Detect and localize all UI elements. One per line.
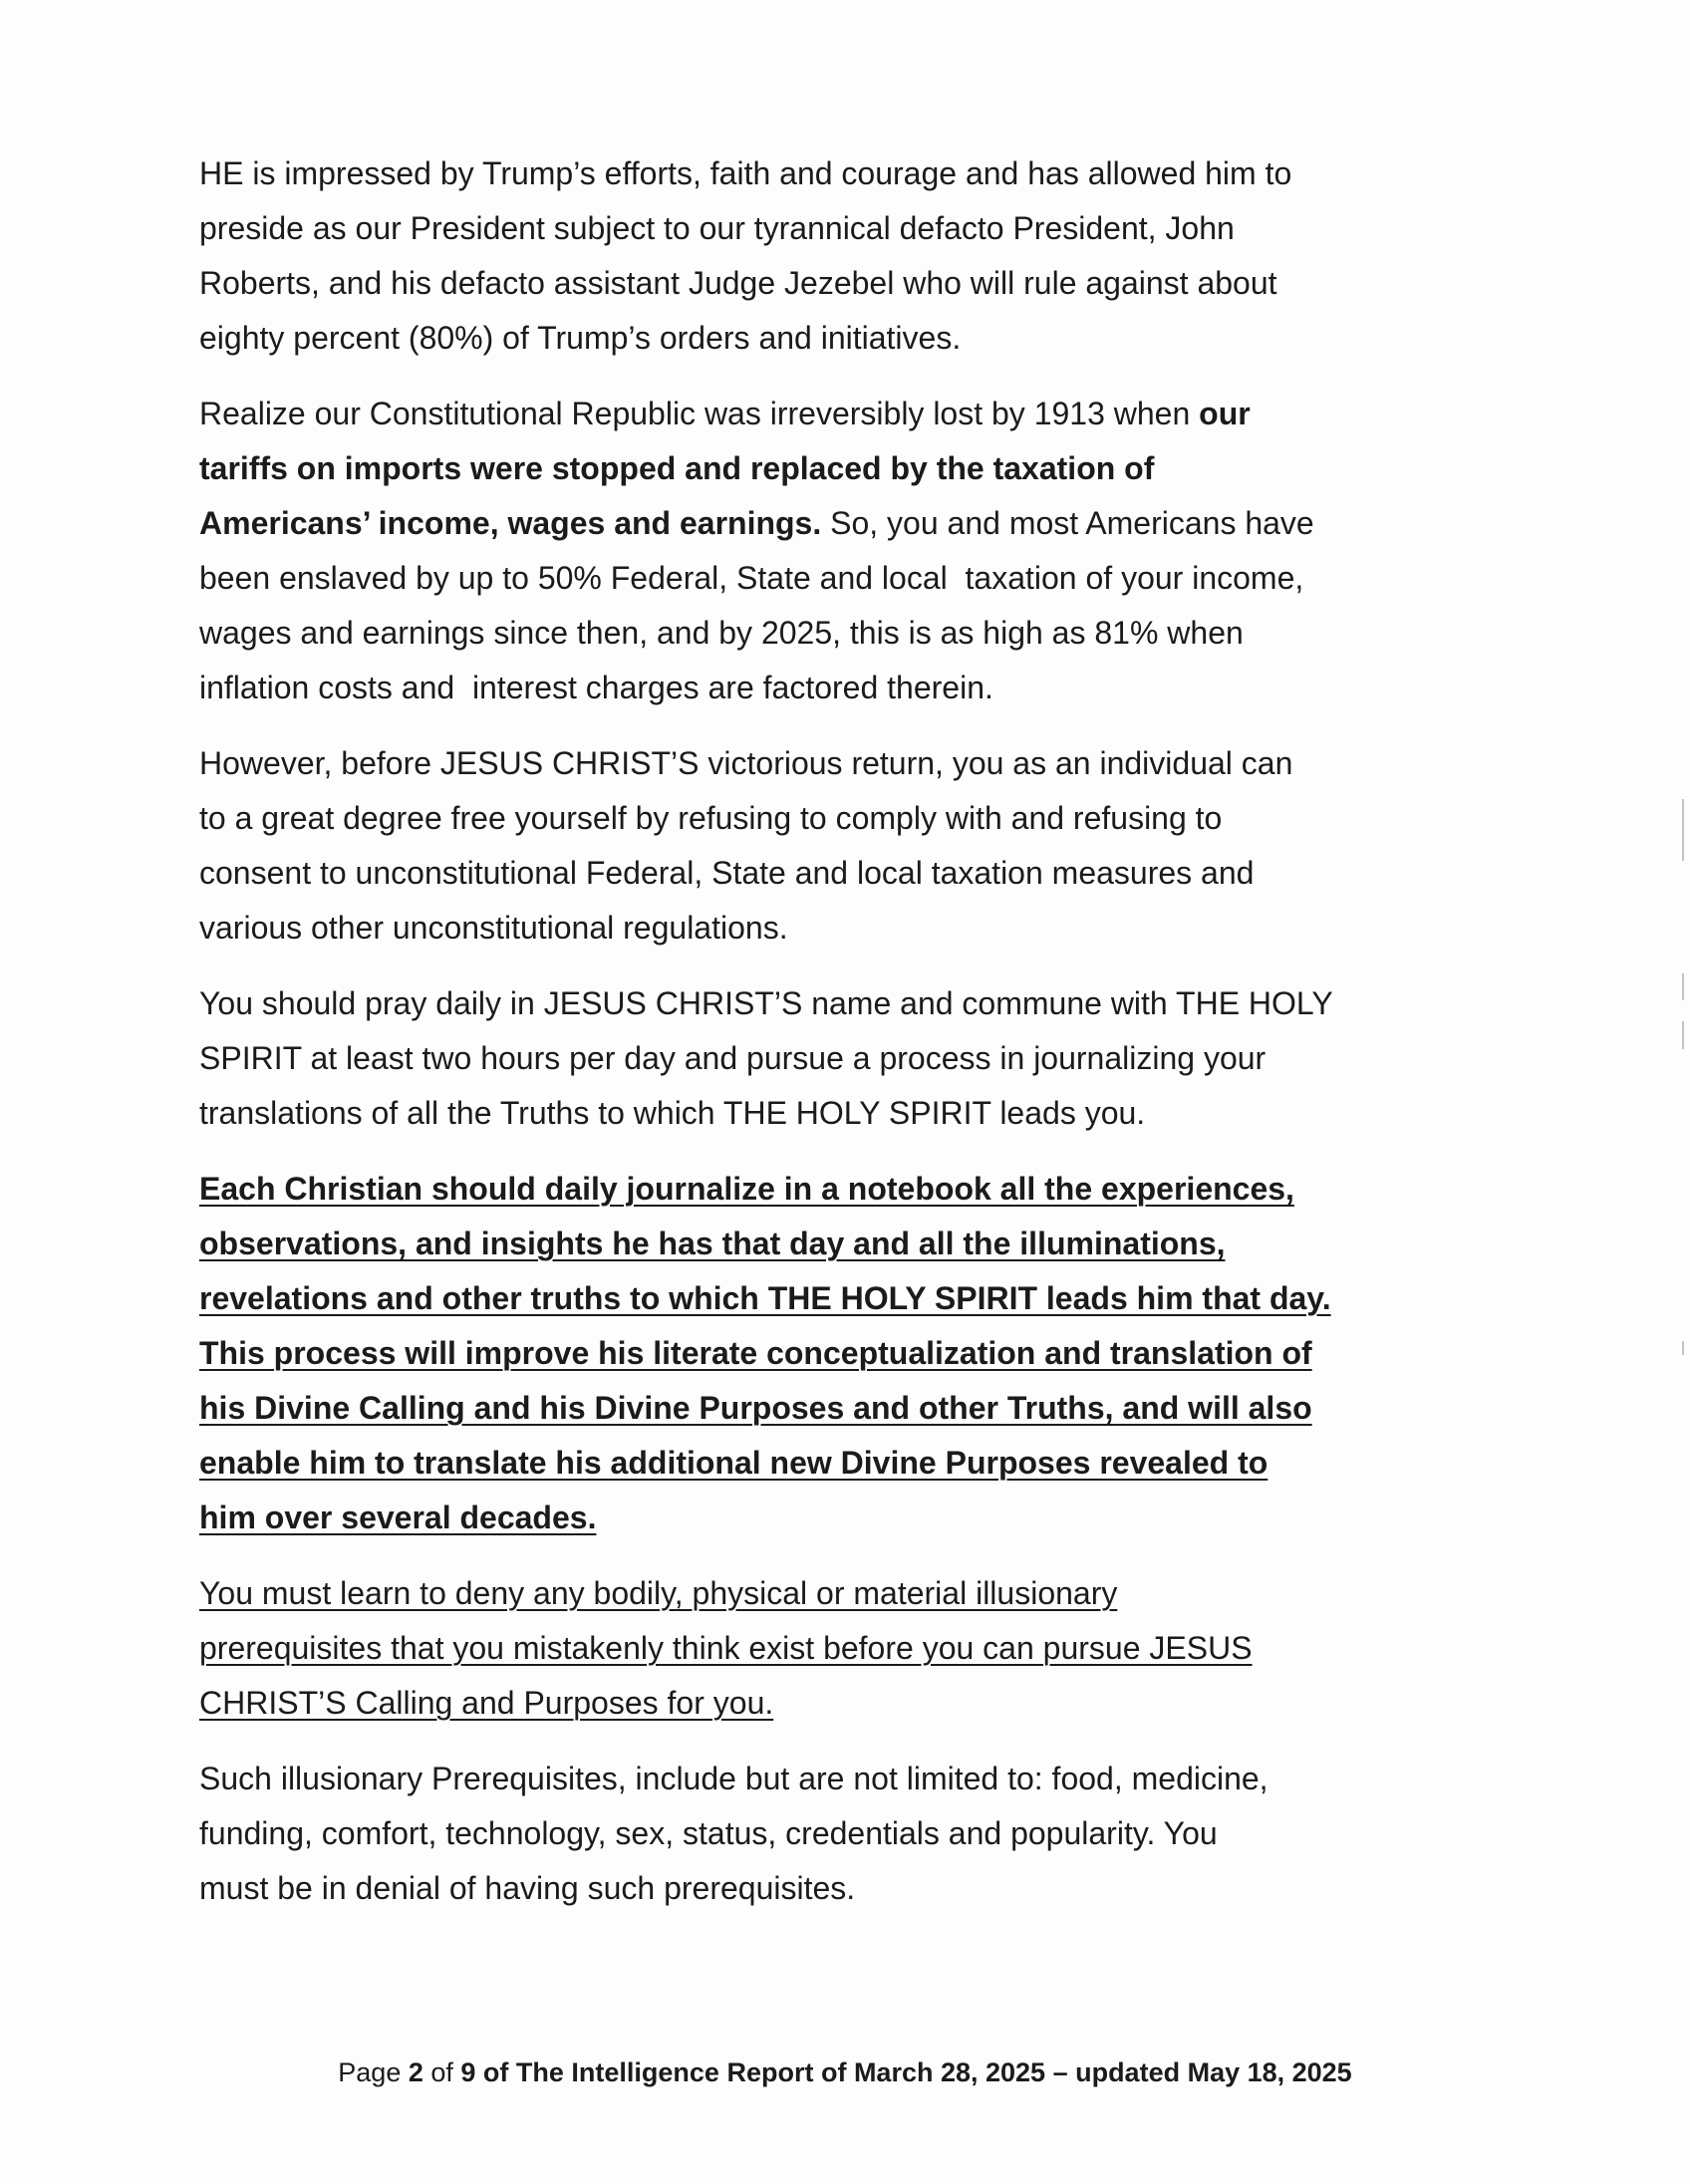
text-segment: Realize our Constitutional Republic was irreversibly lost by 1913 when [199,396,1200,431]
text-segment: him over several decades. [199,1500,597,1535]
text-line [199,1162,1594,1217]
text-line [199,1806,1594,1861]
text-line [199,146,1594,201]
text-line [199,846,1594,901]
text-line [199,496,1594,551]
text-segment: translations of all the Truths to which THE HOLY SPIRIT leads you. [199,1095,1146,1131]
text-line [199,606,1594,661]
text-line [199,1861,1594,1916]
text-line [199,441,1594,496]
text-segment: inflation costs and interest charges are factored therein. [199,670,993,705]
text-line [199,736,1594,791]
text-segment: to a great degree free yourself by refusing to comply with and refusing to [199,800,1223,836]
text-line [199,551,1594,606]
text-line [199,1217,1594,1271]
paragraph-illusionary-prerequisites [199,1752,1594,1916]
text-line [199,1621,1594,1676]
scan-artifact-mark [1682,1021,1684,1049]
text-segment: must be in denial of having such prerequisites. [199,1870,856,1906]
text-line [199,1491,1594,1545]
text-line [199,1271,1594,1326]
text-segment: However, before JESUS CHRIST’S victorious return, you as an individual can [199,745,1293,781]
scan-artifact-mark [1682,799,1684,861]
text-segment: wages and earnings since then, and by 2025, this is as high as 81% when [199,615,1244,651]
text-segment: prerequisites that you mistakenly think exist before you can pursue JESUS [199,1630,1253,1666]
text-segment: been enslaved by up to 50% Federal, State and local taxation of your income, [199,560,1304,596]
text-line [199,201,1594,256]
text-segment: CHRIST’S Calling and Purposes for you. [199,1685,774,1721]
text-segment: SPIRIT at least two hours per day and pursue a process in journalizing your [199,1040,1267,1076]
text-line [199,256,1594,311]
text-line [0,2054,1690,2090]
scan-artifact-mark [1682,1341,1684,1355]
bold-text: 9 of The Intelligence Report of March 28, 2025 – updated May 18, 2025 [460,2057,1352,2087]
text-segment: of [422,2057,461,2087]
text-line [199,791,1594,846]
paragraph-journalize-notebook [199,1162,1594,1545]
text-segment: his Divine Calling and his Divine Purposes and other Truths, and will also [199,1390,1312,1426]
text-segment: revelations and other truths to which THE HOLY SPIRIT leads him that day. [199,1280,1331,1316]
text-segment: various other unconstitutional regulations. [199,910,788,946]
bold-text: Americans’ income, wages and earnings. [199,505,822,541]
text-line [199,1381,1594,1436]
text-segment: preside as our President subject to our tyrannical defacto President, John [199,210,1235,246]
paragraph-trump-presidency [199,146,1594,366]
text-segment: funding, comfort, technology, sex, status, credentials and popularity. You [199,1815,1218,1851]
text-segment: consent to unconstitutional Federal, State and local taxation measures and [199,855,1255,891]
text-segment: Roberts, and his defacto assistant Judge Jezebel who will rule against about [199,265,1277,301]
text-line [199,901,1594,956]
text-segment: observations, and insights he has that day and all the illuminations, [199,1226,1226,1261]
text-line [199,1086,1594,1141]
scan-artifact-mark [1682,973,1684,1000]
text-line [199,311,1594,366]
text-segment: Each Christian should daily journalize in a notebook all the experiences, [199,1171,1294,1207]
text-line [199,1752,1594,1806]
paragraph-deny-prerequisites [199,1566,1594,1731]
text-segment: This process will improve his literate conceptualization and translation of [199,1335,1312,1371]
text-line [199,387,1594,441]
text-segment: eighty percent (80%) of Trump’s orders and initiatives. [199,320,962,356]
bold-text: 2 [408,2057,423,2087]
page-footer [0,2054,1690,2090]
paragraph-daily-prayer [199,976,1594,1141]
paragraph-constitutional-republic [199,387,1594,715]
text-segment: HE is impressed by Trump’s efforts, faith and courage and has allowed him to [199,155,1292,191]
text-line [199,1031,1594,1086]
bold-text: our [1199,396,1251,431]
text-segment: enable him to translate his additional new Divine Purposes revealed to [199,1445,1268,1481]
text-line [199,976,1594,1031]
text-line [199,1566,1594,1621]
text-segment: Page [338,2057,409,2087]
bold-text: tariffs on imports were stopped and replaced by the taxation of [199,450,1155,486]
page-body [199,146,1594,1937]
text-segment: You should pray daily in JESUS CHRIST’S name and commune with THE HOLY [199,985,1333,1021]
text-line [199,661,1594,715]
text-line [199,1436,1594,1491]
text-segment: You must learn to deny any bodily, physical or material illusionary [199,1575,1118,1611]
paragraph-refuse-taxation [199,736,1594,956]
text-segment: Such illusionary Prerequisites, include but are not limited to: food, medicine, [199,1761,1268,1796]
text-line [199,1326,1594,1381]
text-segment: So, you and most Americans have [821,505,1314,541]
text-line [199,1676,1594,1731]
